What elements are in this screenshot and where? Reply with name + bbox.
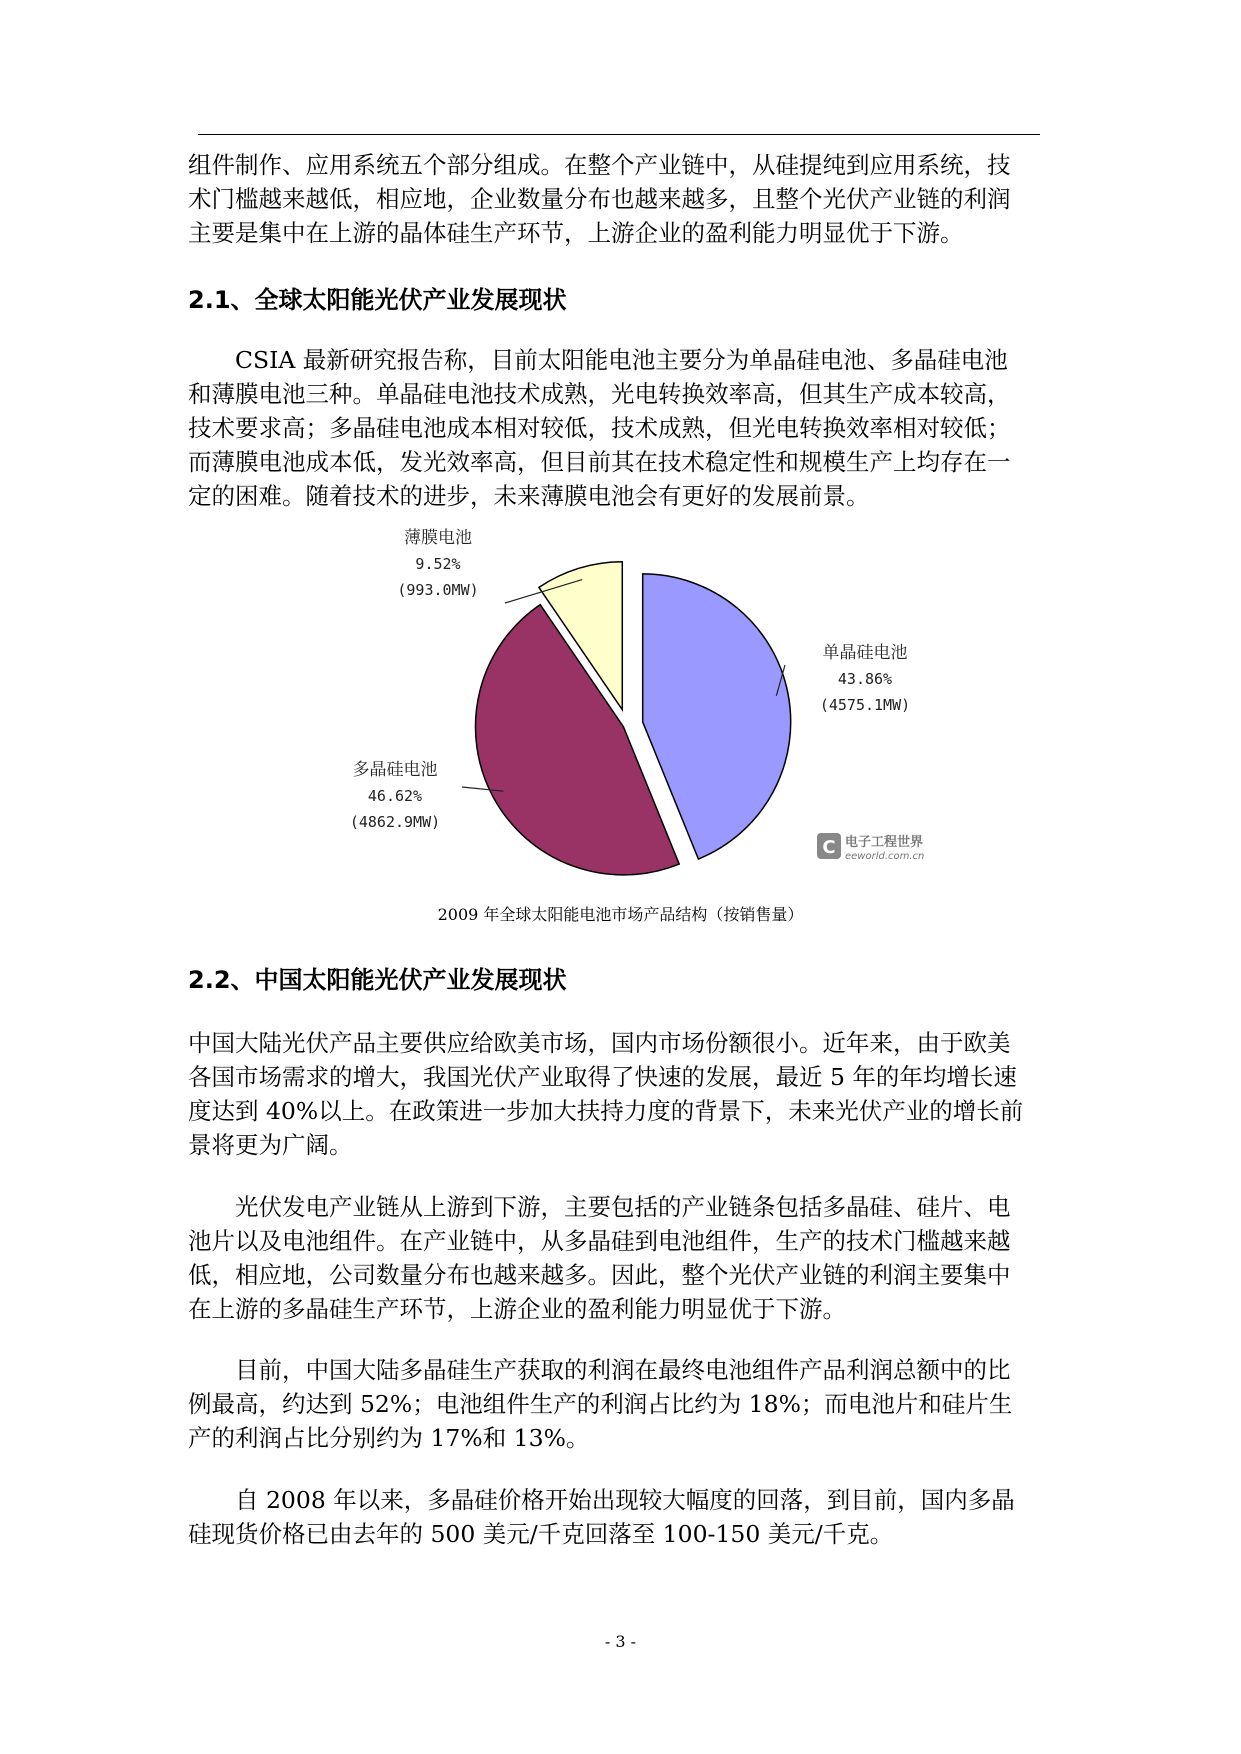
section-2-2-paragraph-1 — [188, 1026, 1048, 1162]
paragraph-line: 而薄膜电池成本低，发光效率高，但目前其在技术稳定性和规模生产上均存在一 — [188, 448, 1011, 476]
paragraph-line: 例最高，约达到 52%；电池组件生产的利润占比约为 18%；而电池片和硅片生 — [188, 1390, 1013, 1418]
header-rule — [198, 134, 1040, 135]
slice-label-mono: 单晶硅电池 — [822, 643, 908, 663]
paragraph-line: 目前，中国大陆多晶硅生产获取的利润在最终电池组件产品利润总额中的比 — [235, 1356, 1011, 1384]
paragraph-line: 中国大陆光伏产品主要供应给欧美市场，国内市场份额很小。近年来，由于欧美 — [188, 1029, 1011, 1057]
slice-value-thin-film: (993.0MW) — [397, 581, 479, 599]
eeworld-logo-letter: C — [822, 837, 836, 858]
section-2-2-paragraph-3 — [188, 1353, 1048, 1455]
section-2-1-paragraph — [188, 343, 1048, 513]
watermark-title: 电子工程世界 — [845, 835, 924, 850]
pie-chart — [330, 515, 970, 890]
page-number: - 3 - — [604, 1632, 637, 1651]
paragraph-line: 低，相应地，公司数量分布也越来越多。因此，整个光伏产业链的利润主要集中 — [188, 1261, 1011, 1289]
paragraph-line: 度达到 40%以上。在政策进一步加大扶持力度的背景下，未来光伏产业的增长前 — [188, 1097, 1024, 1125]
section-heading-2-1: 2.1、全球太阳能光伏产业发展现状 — [188, 286, 567, 314]
section-2-2-paragraph-2 — [188, 1190, 1048, 1326]
paragraph-line: 产的利润占比分别约为 17%和 13%。 — [188, 1424, 590, 1452]
slice-label-thin-film: 薄膜电池 — [404, 528, 472, 548]
paragraph-line: 术门槛越来越低，相应地，企业数量分布也越来越多，且整个光伏产业链的利润 — [188, 185, 1011, 213]
paragraph-line: 主要是集中在上游的晶体硅生产环节，上游企业的盈利能力明显优于下游。 — [188, 219, 964, 247]
paragraph-line: 各国市场需求的增大，我国光伏产业取得了快速的发展，最近 5 年的年均增长速 — [188, 1063, 1017, 1091]
slice-label-poly: 多晶硅电池 — [352, 760, 438, 780]
section-heading-2-2: 2.2、中国太阳能光伏产业发展现状 — [188, 966, 567, 994]
eeworld-watermark — [817, 833, 924, 862]
paragraph-line: 定的困难。随着技术的进步，未来薄膜电池会有更好的发展前景。 — [188, 482, 870, 510]
section-2-2-paragraph-4 — [188, 1483, 1048, 1551]
slice-value-poly: (4862.9MW) — [349, 813, 441, 831]
paragraph-line: 技术要求高；多晶硅电池成本相对较低，技术成熟，但光电转换效率相对较低； — [188, 414, 1011, 442]
slice-percent-mono: 43.86% — [837, 670, 893, 688]
pie-slices — [475, 562, 790, 875]
slice-value-mono: (4575.1MW) — [819, 696, 911, 714]
paragraph-line: CSIA 最新研究报告称，目前太阳能电池主要分为单晶硅电池、多晶硅电池 — [235, 346, 1008, 374]
intro-paragraph — [188, 148, 1048, 250]
paragraph-line: 光伏发电产业链从上游到下游，主要包括的产业链条包括多晶硅、硅片、电 — [235, 1193, 1011, 1221]
paragraph-line: 在上游的多晶硅生产环节，上游企业的盈利能力明显优于下游。 — [188, 1295, 846, 1323]
paragraph-line: 池片以及电池组件。在产业链中，从多晶硅到电池组件，生产的技术门槛越来越 — [188, 1227, 1011, 1255]
paragraph-line: 景将更为广阔。 — [188, 1131, 353, 1159]
paragraph-line: 组件制作、应用系统五个部分组成。在整个产业链中，从硅提纯到应用系统，技 — [188, 151, 1011, 179]
figure-caption: 2009 年全球太阳能电池市场产品结构（按销售量） — [437, 905, 804, 924]
paragraph-line: 自 2008 年以来，多晶硅价格开始出现较大幅度的回落，到目前，国内多晶 — [235, 1486, 1015, 1514]
slice-percent-poly: 46.62% — [367, 787, 423, 805]
paragraph-line: 硅现货价格已由去年的 500 美元/千克回落至 100-150 美元/千克。 — [188, 1520, 894, 1548]
pie-slice-mono — [643, 574, 791, 859]
watermark-site: eeworld.com.cn — [845, 851, 925, 862]
slice-percent-thin-film: 9.52% — [415, 555, 461, 573]
paragraph-line: 和薄膜电池三种。单晶硅电池技术成熟，光电转换效率高，但其生产成本较高， — [188, 380, 1011, 408]
